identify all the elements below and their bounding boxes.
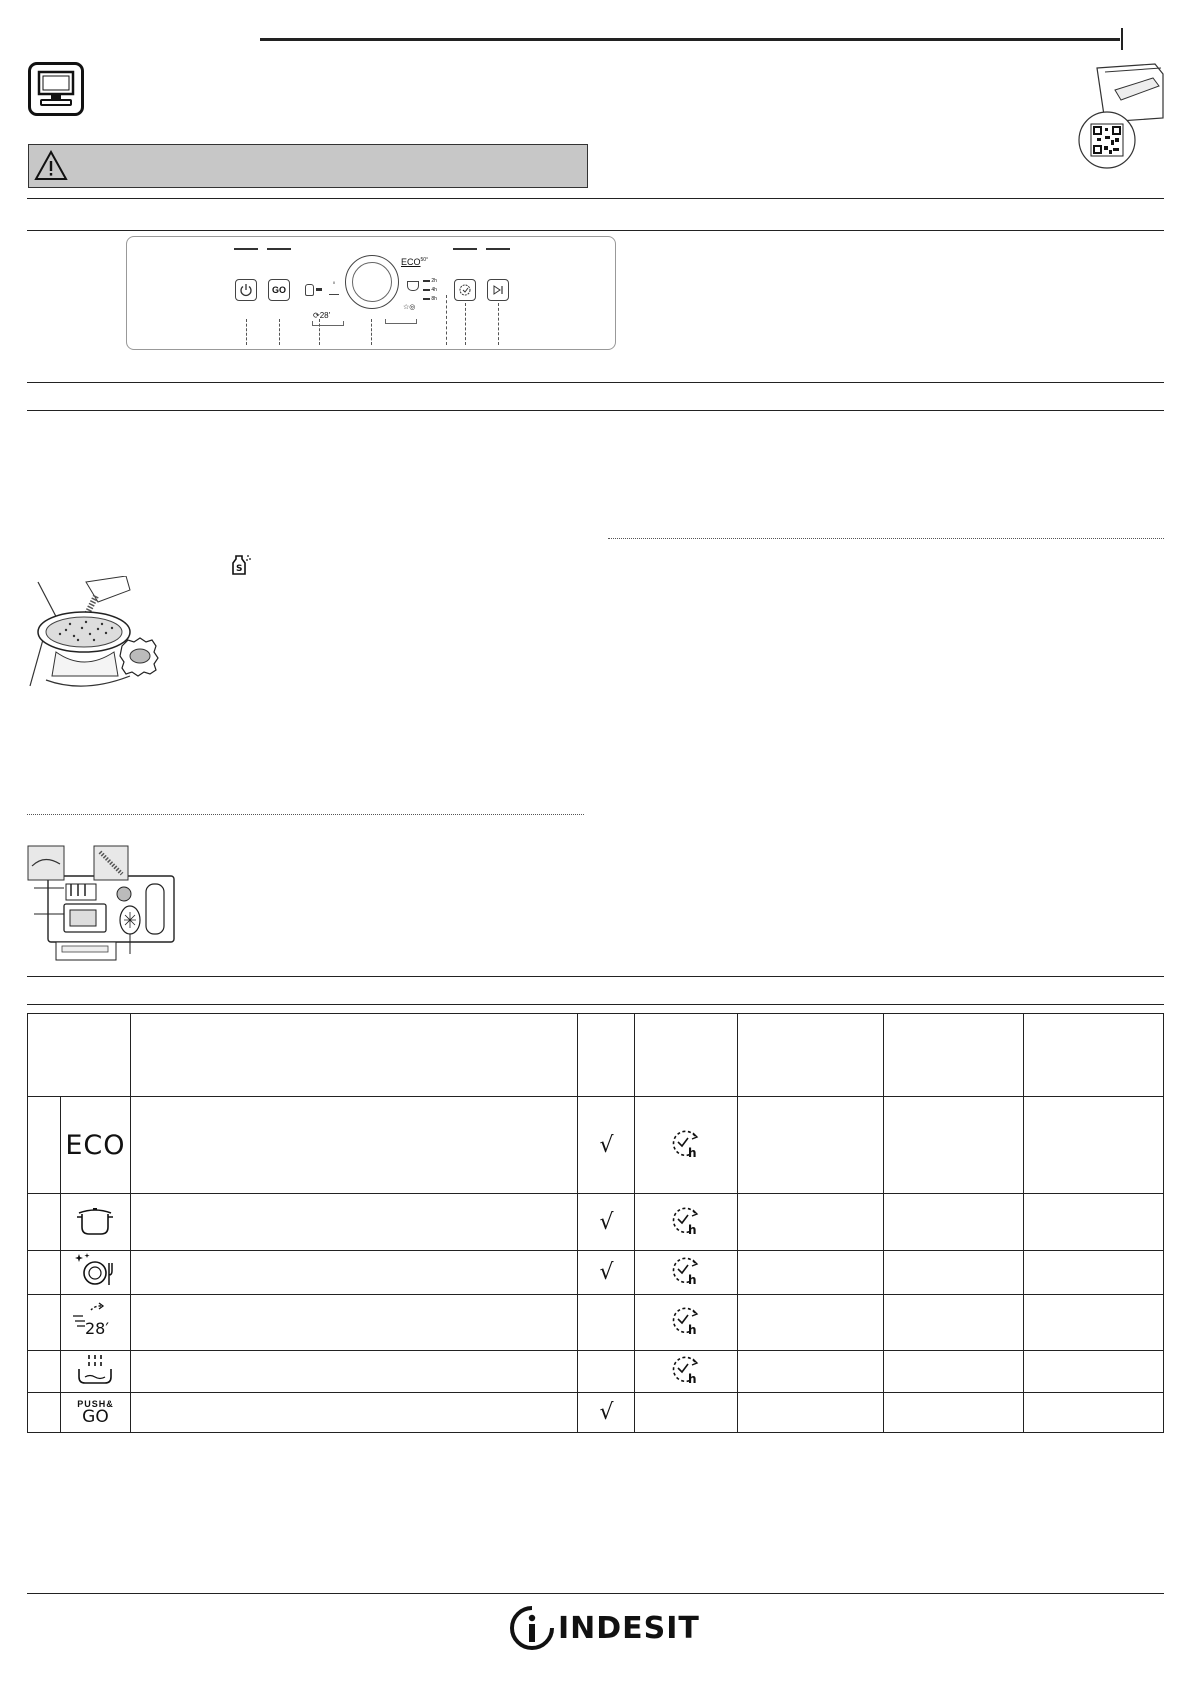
check-icon: √ (599, 1260, 614, 1285)
callout-line (319, 319, 320, 345)
power-icon (239, 283, 253, 297)
delay-icon (669, 1204, 703, 1236)
salt-bottle-icon (230, 552, 252, 581)
program-icon-cell (60, 1251, 130, 1295)
push-go-button[interactable] (268, 279, 290, 301)
table-header-cell (28, 1014, 131, 1097)
data-cell (1024, 1351, 1164, 1393)
svg-text:S: S (236, 564, 243, 574)
data-cell (1024, 1097, 1164, 1194)
program-icon-cell (60, 1097, 130, 1194)
push-go-cell (578, 1393, 635, 1433)
description-cell (130, 1295, 578, 1351)
top-rule-end-tick (1121, 28, 1123, 50)
delay-level-8h: 8h (423, 295, 437, 304)
push-go-cell (578, 1295, 635, 1351)
row-number-cell (28, 1295, 61, 1351)
section-rule (27, 230, 1164, 231)
brand-name: INDESIT (558, 1610, 700, 1646)
table-header-cell (130, 1014, 578, 1097)
description-cell (130, 1251, 578, 1295)
delay-cell (635, 1097, 738, 1194)
program-icon-cell (60, 1393, 130, 1433)
data-cell (738, 1295, 884, 1351)
svg-text:h: h (688, 1323, 697, 1336)
table-row (28, 1097, 1164, 1194)
table-header-cell (738, 1014, 884, 1097)
delay-cell (635, 1251, 738, 1295)
delay-cell (635, 1194, 738, 1251)
salt-indicator (316, 288, 322, 291)
indesit-logo (508, 1603, 700, 1653)
delay-button[interactable] (454, 279, 476, 301)
program-selector-knob[interactable] (345, 255, 399, 309)
control-panel (126, 236, 616, 350)
delay-icon (669, 1353, 703, 1385)
data-cell (738, 1194, 884, 1251)
delay-cell (635, 1351, 738, 1393)
row-number-cell (28, 1194, 61, 1251)
quick-program-bracket (312, 321, 344, 326)
description-cell (130, 1194, 578, 1251)
push-go-icon: GO (271, 285, 286, 295)
delay-icon (669, 1254, 703, 1286)
callout-line (371, 319, 372, 345)
svg-text:h: h (688, 1222, 697, 1236)
table-header-cell (578, 1014, 635, 1097)
prewash-icon (75, 1351, 115, 1387)
dotted-separator (608, 538, 1164, 539)
delay-level-4h: 4h (423, 286, 437, 295)
table-row (28, 1295, 1164, 1351)
svg-text:h: h (688, 1273, 697, 1286)
push-go-cell (578, 1351, 635, 1393)
check-icon: √ (599, 1132, 614, 1158)
table-row (28, 1393, 1164, 1433)
footer-rule (27, 1593, 1164, 1594)
table-header-row (28, 1014, 1164, 1097)
warning-triangle-icon (34, 150, 68, 187)
table-header-cell (635, 1014, 738, 1097)
check-icon: √ (599, 1209, 614, 1235)
svg-text:h: h (688, 1372, 697, 1385)
data-cell (738, 1351, 884, 1393)
description-cell (130, 1393, 578, 1433)
program-icon-cell (60, 1194, 130, 1251)
start-pause-icon (491, 283, 505, 297)
table-row (28, 1351, 1164, 1393)
data-cell (738, 1251, 884, 1295)
section-rule (27, 198, 1164, 199)
data-cell (1024, 1393, 1164, 1433)
sparkle-plate-icon (73, 1251, 117, 1289)
section-rule (27, 1004, 1164, 1005)
delay-icon (669, 1304, 703, 1336)
delay-icon (458, 283, 472, 297)
row-number-cell (28, 1251, 61, 1295)
detergent-dispenser-illustration (26, 844, 176, 969)
rinse-icon: ⁱⁱ (329, 282, 339, 295)
monitor-icon (28, 62, 84, 116)
push-go-button-indicator (267, 248, 291, 250)
row-number-cell (28, 1351, 61, 1393)
delay-level-indicators (423, 277, 437, 304)
quick-program-label: ⟳28' (313, 311, 331, 320)
section-rule (27, 382, 1164, 383)
data-cell (738, 1097, 884, 1194)
description-cell (130, 1351, 578, 1393)
pot-icon (75, 1203, 115, 1237)
indesit-logo-mark (508, 1604, 556, 1652)
delay-cell (635, 1393, 738, 1433)
row-number-cell (28, 1393, 61, 1433)
data-cell (884, 1295, 1024, 1351)
program-icon-cell (60, 1295, 130, 1351)
callout-line (279, 319, 280, 345)
program-table (27, 1013, 1164, 1433)
push-go-cell (578, 1251, 635, 1295)
data-cell (1024, 1194, 1164, 1251)
table-header-cell (1024, 1014, 1164, 1097)
program-icon-cell (60, 1351, 130, 1393)
data-cell (884, 1393, 1024, 1433)
eco-program-label: $ECO^{50^\circ}$ (401, 257, 429, 267)
section-rule (27, 410, 1164, 411)
eco-text: ECO (65, 1129, 126, 1161)
quick-28-icon (71, 1300, 119, 1340)
push-go-icon: PUSH& GO (77, 1398, 114, 1427)
callout-line (498, 303, 499, 345)
dishwasher-qr-code-image (1075, 60, 1165, 170)
salt-loading-illustration (26, 576, 161, 701)
salt-icon (305, 284, 314, 296)
description-cell (130, 1097, 578, 1194)
top-rule (260, 38, 1120, 41)
delay-level-2h: 2h (423, 277, 437, 286)
callout-line (465, 303, 466, 345)
push-go-cell (578, 1194, 635, 1251)
delay-button-indicator (453, 248, 477, 250)
pot-icon (407, 281, 419, 291)
table-row (28, 1194, 1164, 1251)
data-cell (1024, 1251, 1164, 1295)
row-number-cell (28, 1097, 61, 1194)
check-icon: √ (599, 1400, 614, 1425)
start-button-indicator (486, 248, 510, 250)
table-header-cell (884, 1014, 1024, 1097)
start-pause-button[interactable] (487, 279, 509, 301)
data-cell (884, 1097, 1024, 1194)
push-go-cell (578, 1097, 635, 1194)
power-button-indicator (234, 248, 258, 250)
data-cell (738, 1393, 884, 1433)
warning-bar (28, 144, 588, 188)
glass-program-label: ☆◎ (403, 304, 416, 311)
power-button[interactable] (235, 279, 257, 301)
callout-line (246, 319, 247, 345)
delay-cell (635, 1295, 738, 1351)
svg-text:28′: 28′ (85, 1319, 110, 1338)
data-cell (1024, 1295, 1164, 1351)
callout-line (446, 295, 447, 345)
data-cell (884, 1351, 1024, 1393)
section-rule (27, 976, 1164, 977)
table-row (28, 1251, 1164, 1295)
data-cell (884, 1194, 1024, 1251)
delay-icon (669, 1127, 703, 1159)
data-cell (884, 1251, 1024, 1295)
dotted-separator (27, 814, 584, 815)
knob-bracket (385, 319, 417, 324)
svg-text:h: h (688, 1145, 697, 1159)
